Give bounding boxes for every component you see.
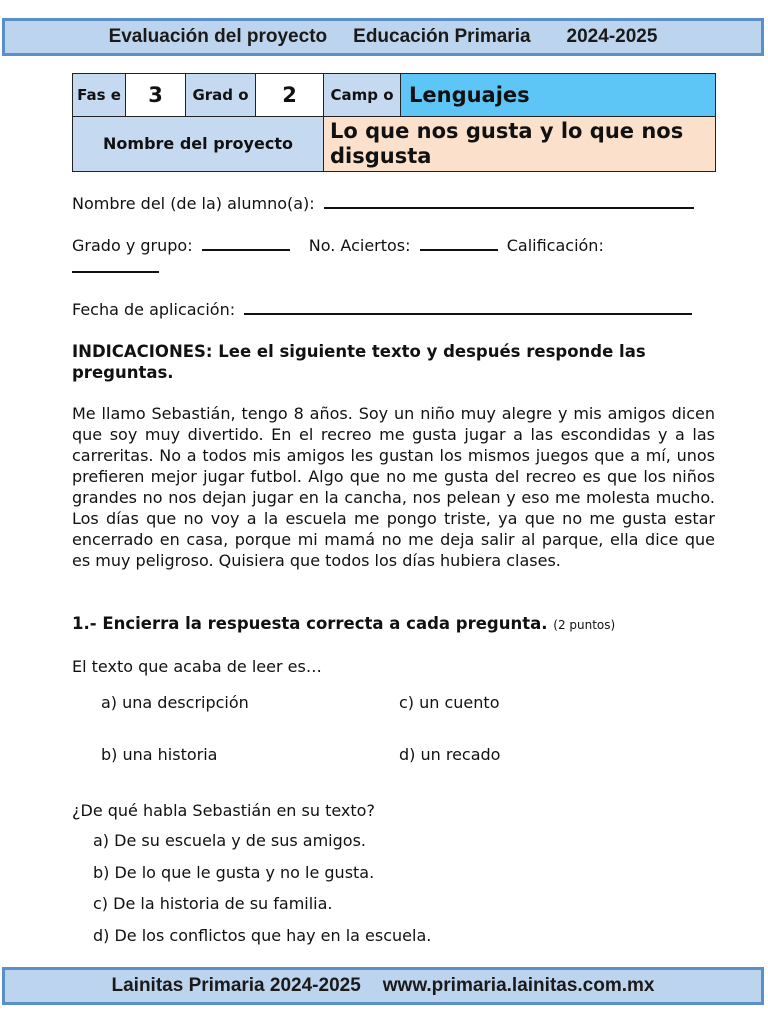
q2-option-d[interactable]: d) De los conflictos que hay en la escuela. [93, 926, 432, 945]
q1-option-a[interactable]: a) una descripción [101, 693, 249, 712]
grade-row [72, 236, 604, 255]
footer-url[interactable]: www.primaria.lainitas.com.mx [382, 975, 655, 996]
info-table [72, 73, 716, 172]
q1-option-b[interactable]: b) una historia [101, 745, 218, 764]
project-label: Nombre del proyecto [73, 117, 324, 172]
grado-label: Grad o [186, 74, 256, 117]
q2-option-c[interactable]: c) De la historia de su familia. [93, 894, 333, 913]
grado-value: 2 [256, 74, 324, 117]
campo-value: Lenguajes [401, 74, 716, 117]
fase-label: Fas e [73, 74, 126, 117]
hits-blank[interactable] [420, 237, 498, 251]
q1-option-c[interactable]: c) un cuento [399, 693, 500, 712]
date-blank[interactable] [244, 301, 692, 315]
date-label: Fecha de aplicación: [72, 300, 236, 319]
header-year: 2024-2025 [566, 26, 658, 47]
student-name-label: Nombre del (de la) alumno(a): [72, 194, 315, 213]
score-blank[interactable] [72, 259, 159, 273]
project-value: Lo que nos gusta y lo que nos disgusta [324, 117, 716, 172]
question-1-text: El texto que acaba de leer es… [72, 657, 322, 676]
score-label: Calificación: [506, 236, 604, 255]
header-title: Evaluación del proyecto [108, 26, 328, 47]
section1-title-text: 1.- Encierra la respuesta correcta a cada pregunta. [72, 614, 548, 633]
student-name-row [72, 194, 694, 213]
q1-option-d[interactable]: d) un recado [399, 745, 501, 764]
story-text: Me llamo Sebastián, tengo 8 años. Soy un niño muy alegre y mis amigos dicen que soy muy divertido. En el recreo me gusta jugar a las escondidas y a las carreritas. No a todos mis amigos les gustan los mismos juegos que a mí, unos prefieren mejor jugar futbol. Algo que no me gusta del recreo es que los niños grandes no nos dejan jugar en la cancha, nos pelean y eso me molesta mucho. Los días que no voy a la escuela me pongo triste, ya que no me gusta estar encerrado en casa, porque mi mamá no me deja salir al parque, ella dice que es muy peligroso. Quisiera que todos los días hubiera clases. [72, 404, 715, 570]
footer-banner [2, 967, 764, 1005]
grade-group-blank[interactable] [202, 237, 290, 251]
question-2-text: ¿De qué habla Sebastián en su texto? [72, 801, 375, 820]
date-row [72, 300, 692, 319]
section1-title [72, 614, 615, 633]
student-name-blank[interactable] [324, 195, 694, 209]
footer-brand: Lainitas Primaria 2024-2025 [111, 975, 361, 996]
hits-label: No. Aciertos: [308, 236, 411, 255]
header-banner [2, 18, 764, 56]
fase-value: 3 [126, 74, 186, 117]
header-level: Educación Primaria [353, 26, 531, 47]
section1-points: (2 puntos) [553, 618, 616, 632]
grade-group-label: Grado y grupo: [72, 236, 193, 255]
campo-label: Camp o [324, 74, 401, 117]
score-row [72, 258, 159, 277]
q2-option-b[interactable]: b) De lo que le gusta y no le gusta. [93, 863, 375, 882]
instructions: INDICACIONES: Lee el siguiente texto y después responde las preguntas. [72, 342, 646, 382]
q2-option-a[interactable]: a) De su escuela y de sus amigos. [93, 831, 366, 850]
